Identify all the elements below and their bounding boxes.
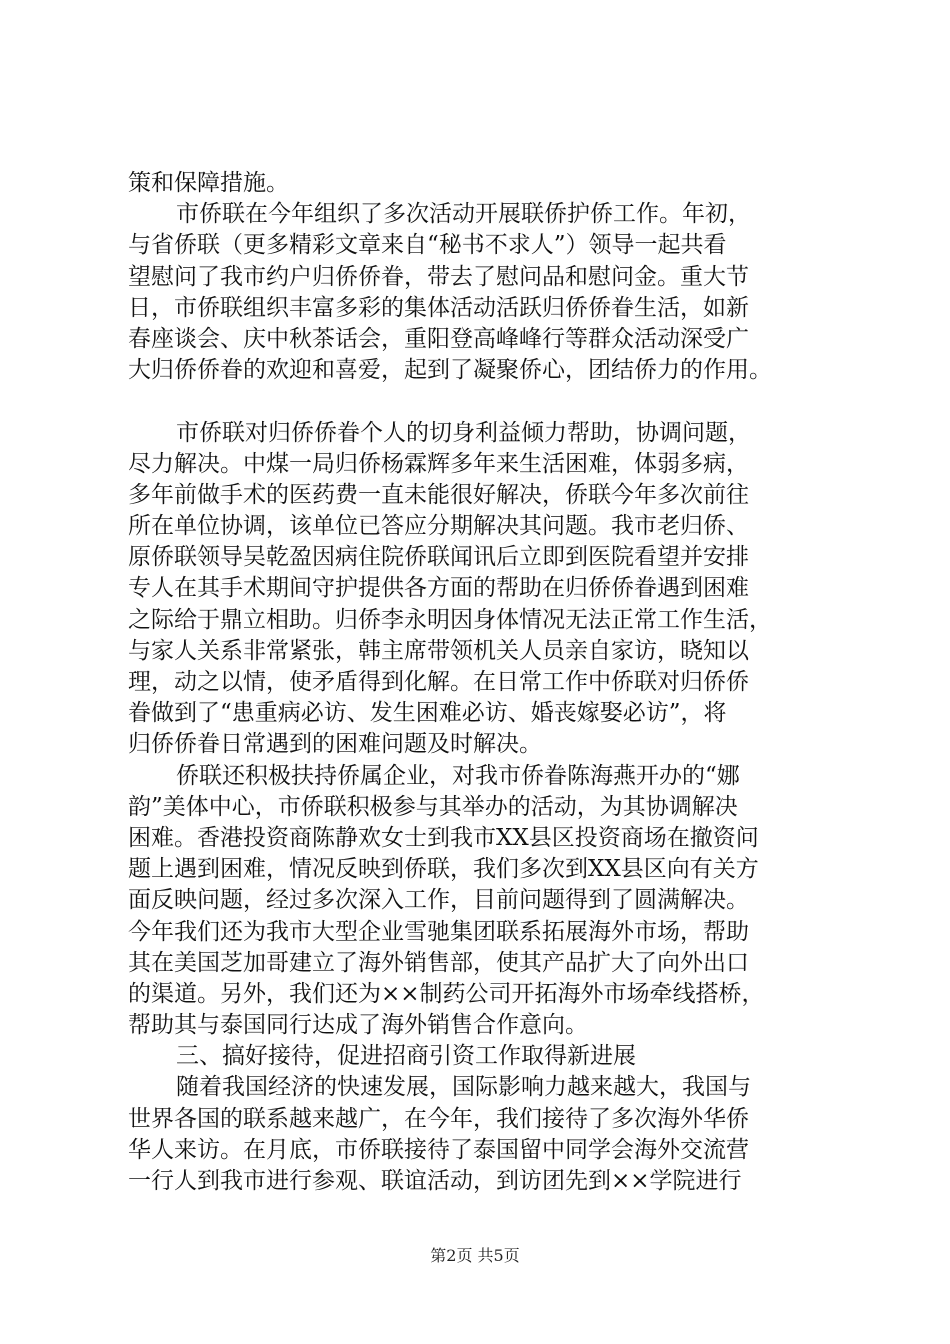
text-line: 韵”美体中心，市侨联积极参与其举办的活动，为其协调解决 bbox=[128, 793, 738, 820]
text-line: 归侨侨眷日常遇到的困难问题及时解决。 bbox=[128, 731, 542, 758]
text-line: 策和保障措施。 bbox=[128, 170, 289, 196]
text-line: 华人来访。在月底，市侨联接待了泰国留中同学会海外交流营 bbox=[128, 1136, 749, 1163]
section-heading bbox=[128, 1041, 848, 1072]
paragraph-enterprise-support bbox=[128, 761, 848, 1042]
text-line: 侨联还积极扶持侨属企业，对我市侨眷陈海燕开办的“娜 bbox=[176, 762, 740, 789]
text-line: 望慰问了我市约户归侨侨眷，带去了慰问品和慰问金。重大节 bbox=[128, 263, 749, 290]
text-line: 之际给于鼎立相助。归侨李永明因身体情况无法正常工作生活， bbox=[128, 606, 772, 633]
text-line: 其在美国芝加哥建立了海外销售部，使其产品扩大了向外出口 bbox=[128, 949, 749, 976]
text-line: 理，动之以情，使矛盾得到化解。在日常工作中侨联对归侨侨 bbox=[128, 669, 749, 695]
paragraph-activities bbox=[128, 199, 848, 386]
text-line: 专人在其手术期间守护提供各方面的帮助在归侨侨眷遇到困难 bbox=[128, 575, 749, 602]
page-footer bbox=[0, 1246, 950, 1266]
text-line: 帮助其与泰国同行达成了海外销售合作意向。 bbox=[128, 1012, 588, 1039]
paragraph-reception bbox=[128, 1072, 848, 1197]
text-line: 随着我国经济的快速发展，国际影响力越来越大，我国与 bbox=[176, 1074, 751, 1101]
text-line: 眷做到了“患重病必访、发生困难必访、婚丧嫁娶必访”，将 bbox=[128, 700, 727, 727]
text-line: 一行人到我市进行参观、联谊活动，到访团先到××学院进行 bbox=[128, 1168, 742, 1194]
section-heading-text: 三、搞好接待，促进招商引资工作取得新进展 bbox=[176, 1043, 636, 1070]
text-line: 所在单位协调，该单位已答应分期解决其问题。我市老归侨、 bbox=[128, 513, 749, 540]
text-line: 日，市侨联组织丰富多彩的集体活动活跃归侨侨眷生活，如新 bbox=[128, 294, 749, 321]
text-line: 与省侨联（更多精彩文章来自“秘书不求人”）领导一起共看 bbox=[128, 232, 727, 259]
document-body bbox=[128, 168, 848, 1197]
text-line: 原侨联领导吴乾盈因病住院侨联闻讯后立即到医院看望并安排 bbox=[128, 544, 749, 571]
page-number: 第2页 共5页 bbox=[430, 1246, 520, 1265]
paragraph-continuation bbox=[128, 168, 848, 199]
text-line: 市侨联在今年组织了多次活动开展联侨护侨工作。年初， bbox=[176, 201, 751, 228]
text-line: 世界各国的联系越来越广，在今年，我们接待了多次海外华侨 bbox=[128, 1105, 749, 1132]
text-line: 的渠道。另外，我们还为××制药公司开拓海外市场牵线搭桥， bbox=[128, 980, 765, 1007]
text-line: 与家人关系非常紧张，韩主席带领机关人员亲自家访，晓知以 bbox=[128, 637, 749, 664]
text-line: 题上遇到困难，情况反映到侨联，我们多次到XX县区向有关方 bbox=[128, 856, 759, 883]
text-line: 大归侨侨眷的欢迎和喜爱，起到了凝聚侨心，团结侨力的作用。 bbox=[128, 357, 772, 384]
paragraph-spacer bbox=[128, 386, 848, 417]
text-line: 市侨联对归侨侨眷个人的切身利益倾力帮助，协调问题， bbox=[176, 419, 751, 446]
text-line: 春座谈会、庆中秋茶话会，重阳登高峰峰行等群众活动深受广 bbox=[128, 325, 749, 352]
text-line: 尽力解决。中煤一局归侨杨霖辉多年来生活困难，体弱多病， bbox=[128, 450, 749, 477]
paragraph-assistance bbox=[128, 418, 848, 761]
text-line: 困难。香港投资商陈静欢女士到我市XX县区投资商场在撤资问 bbox=[128, 824, 759, 851]
text-line: 面反映问题，经过多次深入工作，目前问题得到了圆满解决。 bbox=[128, 887, 749, 914]
text-line: 今年我们还为我市大型企业雪驰集团联系拓展海外市场，帮助 bbox=[128, 918, 749, 945]
text-line: 多年前做手术的医药费一直未能很好解决，侨联今年多次前往 bbox=[128, 481, 749, 508]
